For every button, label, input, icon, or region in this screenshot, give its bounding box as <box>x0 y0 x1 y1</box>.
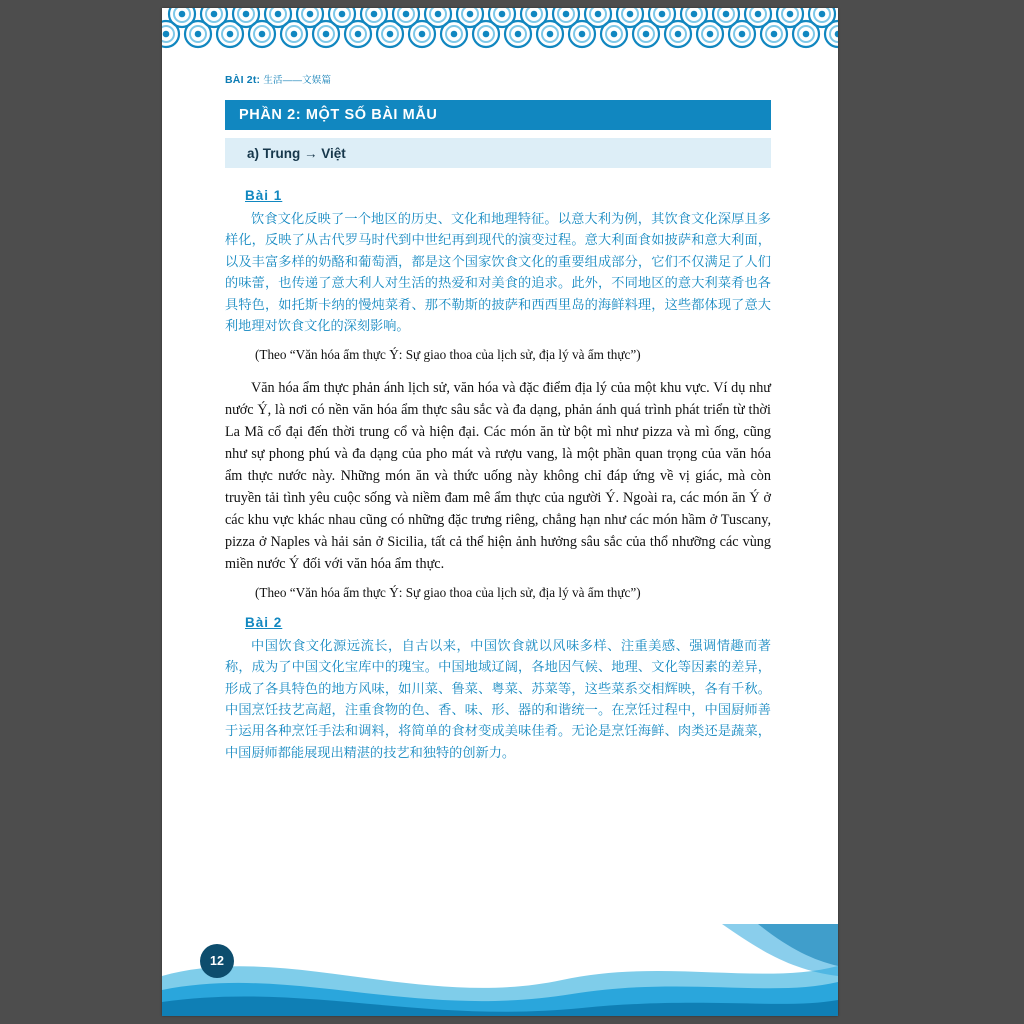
running-head-sub: 生活——文娱篇 <box>263 75 332 86</box>
part-banner <box>225 100 771 130</box>
exercise-2-chinese-paragraph <box>225 636 771 764</box>
exercise-1-source-vietnamese: (Theo “Văn hóa ẩm thực Ý: Sự giao thoa của lịch sử, địa lý và ẩm thực”) <box>255 585 641 601</box>
part-banner-label: PHẦN 2: MỘT SỐ BÀI MẪU <box>239 107 438 123</box>
exercise-2-chinese-text: 中国饮食文化源远流长，自古以来，中国饮食就以风味多样、注重美感、强调情趣而著称，成为了中国文化宝库中的瑰宝。中国地域辽阔，各地因气候、地理、文化等因素的差异，形成了各具特色的地方风味，如川菜、鲁菜、粤菜、苏菜等，这些菜系交相辉映，各有千秋。中国烹饪技艺高超，注重食物的色、香、味、形、器的和谐统一。在烹饪过程中，中国厨师善于运用各种烹饪手法和调料，将简单的食材变成美味佳肴。无论是烹饪海鲜、肉类还是蔬菜，中国厨师都能展现出精湛的技艺和独特的创新力。 <box>225 638 771 761</box>
exercise-1-chinese-text: 饮食文化反映了一个地区的历史、文化和地理特征。以意大利为例，其饮食文化深厚且多样化，反映了从古代罗马时代到中世纪再到现代的演变过程。意大利面食如披萨和意大利面，以及丰富多样的奶酪和葡萄酒，都是这个国家饮食文化的重要组成部分，它们不仅满足了人们的味蕾，也传递了意大利人对生活的热爱和对美食的追求。此外，不同地区的意大利菜肴也各具特色，如托斯卡纳的慢炖菜肴、那不勒斯的披萨和西西里岛的海鲜料理，这些都体现了意大利地理对饮食文化的深刻影响。 <box>225 212 771 334</box>
exercise-1-chinese-paragraph <box>225 209 771 337</box>
page-body <box>225 180 771 768</box>
exercise-1-title: Bài 1 <box>245 188 283 203</box>
exercise-1-source-chinese: (Theo “Văn hóa ẩm thực Ý: Sự giao thoa của lịch sử, địa lý và ẩm thực”) <box>255 347 641 363</box>
running-head-main: BÀI 2t: <box>225 74 261 86</box>
exercise-1-vietnamese-text: Văn hóa ẩm thực phản ánh lịch sử, văn hóa và đặc điểm địa lý của một khu vực. Ví dụ như nước Ý, là nơi có nền văn hóa ẩm thực sâu sắc và đa dạng, phản ánh quá trình phát triển từ thời La Mã cổ đại đến thời trung cổ và hiện đại. Các món ăn từ bột mì như pizza và mì ống, cũng như sự phong phú và đa dạng của pho mát và rượu vang, là một phần quan trọng của văn hóa ẩm thực nước này. Những món ăn và thức uống này không chỉ đáp ứng về vị giác, mà còn truyền tải tình yêu cuộc sống và niềm đam mê ẩm thực của người Ý. Ngoài ra, các món ăn Ý ở các khu vực khác nhau cũng có những đặc trưng riêng, chẳng hạn như các món hầm ở Tuscany, pizza ở Naples và hải sản ở Sicilia, tất cả thể hiện ảnh hưởng sâu sắc của thổ nhưỡng các vùng miền nước Ý đối với văn hóa ẩm thực. <box>225 380 771 573</box>
page-number-badge: 12 <box>200 944 234 978</box>
wave-pattern-footer <box>162 924 838 1016</box>
wave-pattern-header <box>162 8 838 70</box>
running-head <box>225 72 331 86</box>
document-page <box>162 8 838 1016</box>
exercise-1-vietnamese-paragraph <box>225 377 771 575</box>
section-banner-label: a) Trung → Việt <box>247 145 346 161</box>
section-banner <box>225 138 771 168</box>
exercise-2-title: Bài 2 <box>245 614 283 630</box>
